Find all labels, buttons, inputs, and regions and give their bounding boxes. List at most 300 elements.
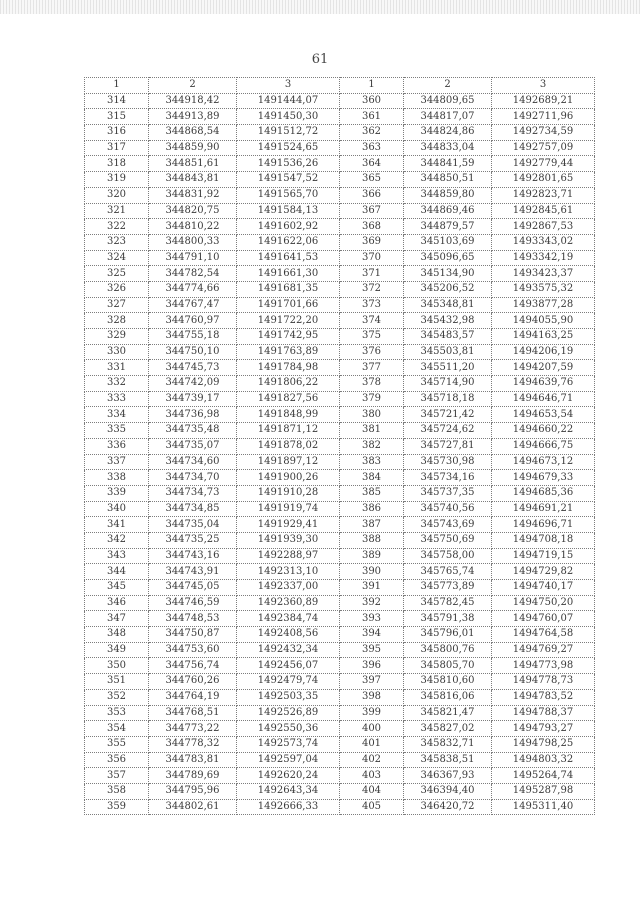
x-coordinate-cell: 344782,54	[149, 266, 237, 282]
page-number: 61	[311, 52, 329, 67]
point-number-cell: 346	[85, 595, 149, 611]
point-number-cell: 341	[85, 517, 149, 533]
x-coordinate-cell: 345511,20	[404, 360, 492, 376]
table-row	[85, 172, 595, 188]
x-coordinate-cell: 344745,05	[149, 580, 237, 596]
table-row	[85, 658, 595, 674]
x-coordinate-cell: 344734,73	[149, 485, 237, 501]
table-row	[85, 470, 595, 486]
table-row	[85, 344, 595, 360]
x-coordinate-cell: 344791,10	[149, 250, 237, 266]
y-coordinate-cell: 1494708,18	[492, 532, 595, 548]
y-coordinate-cell: 1491536,26	[237, 156, 340, 172]
point-number-cell: 338	[85, 470, 149, 486]
header-cell: 2	[404, 78, 492, 94]
x-coordinate-cell: 344743,16	[149, 548, 237, 564]
table-row	[85, 203, 595, 219]
x-coordinate-cell: 344773,22	[149, 721, 237, 737]
x-coordinate-cell: 345432,98	[404, 313, 492, 329]
point-number-cell: 376	[340, 344, 404, 360]
point-number-cell: 322	[85, 219, 149, 235]
point-number-cell: 363	[340, 140, 404, 156]
x-coordinate-cell: 344795,96	[149, 783, 237, 799]
point-number-cell: 325	[85, 266, 149, 282]
y-coordinate-cell: 1491444,07	[237, 93, 340, 109]
table-row	[85, 329, 595, 345]
point-number-cell: 329	[85, 329, 149, 345]
point-number-cell: 393	[340, 611, 404, 627]
point-number-cell: 349	[85, 642, 149, 658]
point-number-cell: 378	[340, 376, 404, 392]
y-coordinate-cell: 1494666,75	[492, 438, 595, 454]
x-coordinate-cell: 344824,86	[404, 125, 492, 141]
x-coordinate-cell: 345096,65	[404, 250, 492, 266]
y-coordinate-cell: 1494163,25	[492, 329, 595, 345]
point-number-cell: 361	[340, 109, 404, 125]
y-coordinate-cell: 1494646,71	[492, 391, 595, 407]
y-coordinate-cell: 1492867,53	[492, 219, 595, 235]
y-coordinate-cell: 1494679,33	[492, 470, 595, 486]
table-row	[85, 156, 595, 172]
point-number-cell: 342	[85, 532, 149, 548]
x-coordinate-cell: 344843,81	[149, 172, 237, 188]
table-row	[85, 532, 595, 548]
y-coordinate-cell: 1492823,71	[492, 187, 595, 203]
y-coordinate-cell: 1491878,02	[237, 438, 340, 454]
x-coordinate-cell: 344735,07	[149, 438, 237, 454]
y-coordinate-cell: 1491806,22	[237, 376, 340, 392]
y-coordinate-cell: 1494798,25	[492, 736, 595, 752]
point-number-cell: 374	[340, 313, 404, 329]
x-coordinate-cell: 345773,89	[404, 580, 492, 596]
point-number-cell: 401	[340, 736, 404, 752]
point-number-cell: 355	[85, 736, 149, 752]
y-coordinate-cell: 1491512,72	[237, 125, 340, 141]
point-number-cell: 351	[85, 674, 149, 690]
point-number-cell: 404	[340, 783, 404, 799]
y-coordinate-cell: 1491584,13	[237, 203, 340, 219]
y-coordinate-cell: 1494778,73	[492, 674, 595, 690]
point-number-cell: 333	[85, 391, 149, 407]
y-coordinate-cell: 1491784,98	[237, 360, 340, 376]
y-coordinate-cell: 1491661,30	[237, 266, 340, 282]
point-number-cell: 366	[340, 187, 404, 203]
y-coordinate-cell: 1493877,28	[492, 297, 595, 313]
y-coordinate-cell: 1491763,89	[237, 344, 340, 360]
y-coordinate-cell: 1493423,37	[492, 266, 595, 282]
point-number-cell: 395	[340, 642, 404, 658]
table-row	[85, 266, 595, 282]
table-row	[85, 721, 595, 737]
x-coordinate-cell: 344750,87	[149, 627, 237, 643]
x-coordinate-cell: 344745,73	[149, 360, 237, 376]
x-coordinate-cell: 345832,71	[404, 736, 492, 752]
y-coordinate-cell: 1491602,92	[237, 219, 340, 235]
y-coordinate-cell: 1491827,56	[237, 391, 340, 407]
point-number-cell: 380	[340, 407, 404, 423]
point-number-cell: 320	[85, 187, 149, 203]
x-coordinate-cell: 344739,17	[149, 391, 237, 407]
x-coordinate-cell: 344778,32	[149, 736, 237, 752]
y-coordinate-cell: 1491919,74	[237, 501, 340, 517]
y-coordinate-cell: 1494788,37	[492, 705, 595, 721]
point-number-cell: 359	[85, 799, 149, 815]
table-row	[85, 736, 595, 752]
x-coordinate-cell: 344869,46	[404, 203, 492, 219]
x-coordinate-cell: 345838,51	[404, 752, 492, 768]
scan-edge-artifact	[0, 0, 640, 14]
table-row	[85, 642, 595, 658]
table-row	[85, 187, 595, 203]
x-coordinate-cell: 345810,60	[404, 674, 492, 690]
x-coordinate-cell: 344735,04	[149, 517, 237, 533]
x-coordinate-cell: 345724,62	[404, 423, 492, 439]
y-coordinate-cell: 1494055,90	[492, 313, 595, 329]
point-number-cell: 330	[85, 344, 149, 360]
point-number-cell: 399	[340, 705, 404, 721]
y-coordinate-cell: 1494207,59	[492, 360, 595, 376]
point-number-cell: 321	[85, 203, 149, 219]
x-coordinate-cell: 345750,69	[404, 532, 492, 548]
x-coordinate-cell: 345134,90	[404, 266, 492, 282]
x-coordinate-cell: 345805,70	[404, 658, 492, 674]
point-number-cell: 315	[85, 109, 149, 125]
x-coordinate-cell: 344913,89	[149, 109, 237, 125]
header-cell: 3	[237, 78, 340, 94]
x-coordinate-cell: 344817,07	[404, 109, 492, 125]
table-header-row	[85, 78, 595, 94]
x-coordinate-cell: 344833,04	[404, 140, 492, 156]
x-coordinate-cell: 344767,47	[149, 297, 237, 313]
point-number-cell: 392	[340, 595, 404, 611]
y-coordinate-cell: 1492757,09	[492, 140, 595, 156]
point-number-cell: 353	[85, 705, 149, 721]
x-coordinate-cell: 344841,59	[404, 156, 492, 172]
y-coordinate-cell: 1491900,26	[237, 470, 340, 486]
y-coordinate-cell: 1492526,89	[237, 705, 340, 721]
point-number-cell: 319	[85, 172, 149, 188]
table-row	[85, 125, 595, 141]
y-coordinate-cell: 1491742,95	[237, 329, 340, 345]
point-number-cell: 369	[340, 234, 404, 250]
point-number-cell: 316	[85, 125, 149, 141]
point-number-cell: 350	[85, 658, 149, 674]
y-coordinate-cell: 1494764,58	[492, 627, 595, 643]
x-coordinate-cell: 344748,53	[149, 611, 237, 627]
point-number-cell: 381	[340, 423, 404, 439]
x-coordinate-cell: 344850,51	[404, 172, 492, 188]
x-coordinate-cell: 345740,56	[404, 501, 492, 517]
x-coordinate-cell: 344756,74	[149, 658, 237, 674]
y-coordinate-cell: 1494803,32	[492, 752, 595, 768]
x-coordinate-cell: 344734,85	[149, 501, 237, 517]
y-coordinate-cell: 1494685,36	[492, 485, 595, 501]
y-coordinate-cell: 1491524,65	[237, 140, 340, 156]
y-coordinate-cell: 1492801,65	[492, 172, 595, 188]
y-coordinate-cell: 1492360,89	[237, 595, 340, 611]
table-row	[85, 627, 595, 643]
x-coordinate-cell: 344746,59	[149, 595, 237, 611]
point-number-cell: 358	[85, 783, 149, 799]
y-coordinate-cell: 1492734,59	[492, 125, 595, 141]
table-row	[85, 250, 595, 266]
x-coordinate-cell: 346394,40	[404, 783, 492, 799]
point-number-cell: 354	[85, 721, 149, 737]
y-coordinate-cell: 1494793,27	[492, 721, 595, 737]
x-coordinate-cell: 345743,69	[404, 517, 492, 533]
point-number-cell: 382	[340, 438, 404, 454]
y-coordinate-cell: 1494783,52	[492, 689, 595, 705]
point-number-cell: 348	[85, 627, 149, 643]
point-number-cell: 389	[340, 548, 404, 564]
table-row	[85, 140, 595, 156]
y-coordinate-cell: 1493343,02	[492, 234, 595, 250]
x-coordinate-cell: 344809,65	[404, 93, 492, 109]
x-coordinate-cell: 345734,16	[404, 470, 492, 486]
point-number-cell: 324	[85, 250, 149, 266]
y-coordinate-cell: 1491897,12	[237, 454, 340, 470]
x-coordinate-cell: 345816,06	[404, 689, 492, 705]
point-number-cell: 344	[85, 564, 149, 580]
point-number-cell: 337	[85, 454, 149, 470]
table-row	[85, 407, 595, 423]
x-coordinate-cell: 344868,54	[149, 125, 237, 141]
y-coordinate-cell: 1492550,36	[237, 721, 340, 737]
y-coordinate-cell: 1491547,52	[237, 172, 340, 188]
x-coordinate-cell: 344802,61	[149, 799, 237, 815]
x-coordinate-cell: 345782,45	[404, 595, 492, 611]
y-coordinate-cell: 1492313,10	[237, 564, 340, 580]
point-number-cell: 402	[340, 752, 404, 768]
y-coordinate-cell: 1493575,32	[492, 281, 595, 297]
point-number-cell: 326	[85, 281, 149, 297]
x-coordinate-cell: 345821,47	[404, 705, 492, 721]
y-coordinate-cell: 1494691,21	[492, 501, 595, 517]
x-coordinate-cell: 344760,97	[149, 313, 237, 329]
table-row	[85, 564, 595, 580]
point-number-cell: 328	[85, 313, 149, 329]
y-coordinate-cell: 1494206,19	[492, 344, 595, 360]
y-coordinate-cell: 1492384,74	[237, 611, 340, 627]
point-number-cell: 336	[85, 438, 149, 454]
y-coordinate-cell: 1492573,74	[237, 736, 340, 752]
y-coordinate-cell: 1491641,53	[237, 250, 340, 266]
point-number-cell: 400	[340, 721, 404, 737]
x-coordinate-cell: 344735,48	[149, 423, 237, 439]
y-coordinate-cell: 1494750,20	[492, 595, 595, 611]
table-row	[85, 360, 595, 376]
x-coordinate-cell: 344774,66	[149, 281, 237, 297]
y-coordinate-cell: 1495264,74	[492, 768, 595, 784]
table-row	[85, 548, 595, 564]
y-coordinate-cell: 1494653,54	[492, 407, 595, 423]
table-row	[85, 219, 595, 235]
point-number-cell: 397	[340, 674, 404, 690]
point-number-cell: 356	[85, 752, 149, 768]
coordinates-table	[84, 77, 595, 815]
table-row	[85, 376, 595, 392]
point-number-cell: 390	[340, 564, 404, 580]
x-coordinate-cell: 345796,01	[404, 627, 492, 643]
y-coordinate-cell: 1492689,21	[492, 93, 595, 109]
point-number-cell: 364	[340, 156, 404, 172]
x-coordinate-cell: 345730,98	[404, 454, 492, 470]
point-number-cell: 396	[340, 658, 404, 674]
y-coordinate-cell: 1494660,22	[492, 423, 595, 439]
table-row	[85, 580, 595, 596]
x-coordinate-cell: 345714,90	[404, 376, 492, 392]
point-number-cell: 340	[85, 501, 149, 517]
table-body	[85, 78, 595, 815]
table-row	[85, 313, 595, 329]
table-row	[85, 674, 595, 690]
y-coordinate-cell: 1494673,12	[492, 454, 595, 470]
x-coordinate-cell: 344879,57	[404, 219, 492, 235]
x-coordinate-cell: 345206,52	[404, 281, 492, 297]
x-coordinate-cell: 344810,22	[149, 219, 237, 235]
y-coordinate-cell: 1492666,33	[237, 799, 340, 815]
y-coordinate-cell: 1491848,99	[237, 407, 340, 423]
point-number-cell: 386	[340, 501, 404, 517]
table-row	[85, 517, 595, 533]
x-coordinate-cell: 344734,60	[149, 454, 237, 470]
y-coordinate-cell: 1492456,07	[237, 658, 340, 674]
x-coordinate-cell: 344851,61	[149, 156, 237, 172]
x-coordinate-cell: 345727,81	[404, 438, 492, 454]
point-number-cell: 384	[340, 470, 404, 486]
point-number-cell: 362	[340, 125, 404, 141]
table-row	[85, 705, 595, 721]
table-row	[85, 689, 595, 705]
x-coordinate-cell: 344764,19	[149, 689, 237, 705]
table-row	[85, 611, 595, 627]
point-number-cell: 377	[340, 360, 404, 376]
y-coordinate-cell: 1491622,06	[237, 234, 340, 250]
y-coordinate-cell: 1494729,82	[492, 564, 595, 580]
table-row	[85, 501, 595, 517]
y-coordinate-cell: 1492503,35	[237, 689, 340, 705]
y-coordinate-cell: 1492643,34	[237, 783, 340, 799]
table-row	[85, 391, 595, 407]
table-row	[85, 423, 595, 439]
point-number-cell: 317	[85, 140, 149, 156]
x-coordinate-cell: 344783,81	[149, 752, 237, 768]
header-cell: 2	[149, 78, 237, 94]
x-coordinate-cell: 344760,26	[149, 674, 237, 690]
y-coordinate-cell: 1494719,15	[492, 548, 595, 564]
point-number-cell: 405	[340, 799, 404, 815]
point-number-cell: 368	[340, 219, 404, 235]
y-coordinate-cell: 1492337,00	[237, 580, 340, 596]
point-number-cell: 365	[340, 172, 404, 188]
point-number-cell: 343	[85, 548, 149, 564]
x-coordinate-cell: 344742,09	[149, 376, 237, 392]
point-number-cell: 345	[85, 580, 149, 596]
point-number-cell: 331	[85, 360, 149, 376]
x-coordinate-cell: 345791,38	[404, 611, 492, 627]
table-row	[85, 454, 595, 470]
point-number-cell: 403	[340, 768, 404, 784]
x-coordinate-cell: 345503,81	[404, 344, 492, 360]
x-coordinate-cell: 344735,25	[149, 532, 237, 548]
y-coordinate-cell: 1494773,98	[492, 658, 595, 674]
point-number-cell: 373	[340, 297, 404, 313]
y-coordinate-cell: 1491929,41	[237, 517, 340, 533]
y-coordinate-cell: 1491939,30	[237, 532, 340, 548]
x-coordinate-cell: 344859,90	[149, 140, 237, 156]
header-cell: 3	[492, 78, 595, 94]
x-coordinate-cell: 345800,76	[404, 642, 492, 658]
x-coordinate-cell: 344768,51	[149, 705, 237, 721]
y-coordinate-cell: 1494740,17	[492, 580, 595, 596]
point-number-cell: 347	[85, 611, 149, 627]
y-coordinate-cell: 1491450,30	[237, 109, 340, 125]
y-coordinate-cell: 1494696,71	[492, 517, 595, 533]
table-row	[85, 281, 595, 297]
point-number-cell: 367	[340, 203, 404, 219]
point-number-cell: 323	[85, 234, 149, 250]
x-coordinate-cell: 345765,74	[404, 564, 492, 580]
y-coordinate-cell: 1491722,20	[237, 313, 340, 329]
y-coordinate-cell: 1492845,61	[492, 203, 595, 219]
y-coordinate-cell: 1491701,66	[237, 297, 340, 313]
table-row	[85, 438, 595, 454]
point-number-cell: 371	[340, 266, 404, 282]
x-coordinate-cell: 345718,18	[404, 391, 492, 407]
x-coordinate-cell: 344859,80	[404, 187, 492, 203]
table-row	[85, 752, 595, 768]
y-coordinate-cell: 1492711,96	[492, 109, 595, 125]
y-coordinate-cell: 1492779,44	[492, 156, 595, 172]
x-coordinate-cell: 344755,18	[149, 329, 237, 345]
y-coordinate-cell: 1491565,70	[237, 187, 340, 203]
y-coordinate-cell: 1491910,28	[237, 485, 340, 501]
x-coordinate-cell: 344750,10	[149, 344, 237, 360]
table-row	[85, 783, 595, 799]
point-number-cell: 385	[340, 485, 404, 501]
table-row	[85, 297, 595, 313]
y-coordinate-cell: 1494639,76	[492, 376, 595, 392]
x-coordinate-cell: 345348,81	[404, 297, 492, 313]
table-row	[85, 595, 595, 611]
y-coordinate-cell: 1491681,35	[237, 281, 340, 297]
y-coordinate-cell: 1492479,74	[237, 674, 340, 690]
point-number-cell: 327	[85, 297, 149, 313]
y-coordinate-cell: 1492432,34	[237, 642, 340, 658]
point-number-cell: 375	[340, 329, 404, 345]
point-number-cell: 335	[85, 423, 149, 439]
table-row	[85, 768, 595, 784]
table-row	[85, 799, 595, 815]
point-number-cell: 357	[85, 768, 149, 784]
x-coordinate-cell: 345483,57	[404, 329, 492, 345]
x-coordinate-cell: 346367,93	[404, 768, 492, 784]
table-row	[85, 93, 595, 109]
point-number-cell: 379	[340, 391, 404, 407]
y-coordinate-cell: 1491871,12	[237, 423, 340, 439]
x-coordinate-cell: 345721,42	[404, 407, 492, 423]
y-coordinate-cell: 1492408,56	[237, 627, 340, 643]
header-cell: 1	[85, 78, 149, 94]
point-number-cell: 370	[340, 250, 404, 266]
point-number-cell: 360	[340, 93, 404, 109]
y-coordinate-cell: 1492288,97	[237, 548, 340, 564]
table-row	[85, 485, 595, 501]
y-coordinate-cell: 1492620,24	[237, 768, 340, 784]
x-coordinate-cell: 344820,75	[149, 203, 237, 219]
y-coordinate-cell: 1493342,19	[492, 250, 595, 266]
point-number-cell: 334	[85, 407, 149, 423]
